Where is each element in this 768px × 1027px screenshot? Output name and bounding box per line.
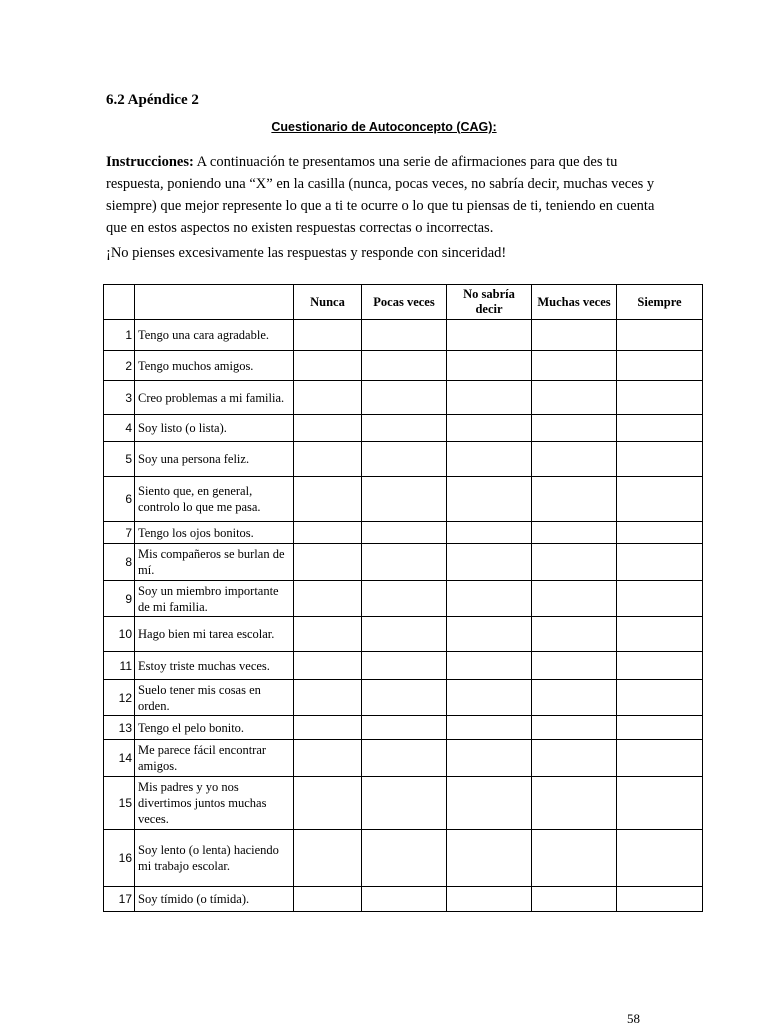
answer-checkbox-cell[interactable] (447, 442, 532, 477)
header-statement-cell (135, 285, 294, 320)
table-row (104, 581, 703, 617)
answer-checkbox-cell[interactable] (294, 830, 362, 887)
item-statement: Suelo tener mis cosas en orden. (135, 680, 294, 716)
answer-checkbox-cell[interactable] (617, 740, 703, 777)
answer-checkbox-cell[interactable] (294, 522, 362, 544)
questionnaire-table (103, 284, 703, 912)
answer-checkbox-cell[interactable] (447, 544, 532, 581)
answer-checkbox-cell[interactable] (447, 617, 532, 652)
answer-checkbox-cell[interactable] (294, 544, 362, 581)
column-header: No sabría decir (447, 285, 532, 320)
table-row (104, 777, 703, 830)
answer-checkbox-cell[interactable] (617, 830, 703, 887)
answer-checkbox-cell[interactable] (617, 477, 703, 522)
table-row (104, 381, 703, 415)
answer-checkbox-cell[interactable] (362, 544, 447, 581)
answer-checkbox-cell[interactable] (532, 477, 617, 522)
answer-checkbox-cell[interactable] (617, 617, 703, 652)
answer-checkbox-cell[interactable] (617, 652, 703, 680)
answer-checkbox-cell[interactable] (617, 320, 703, 351)
column-header: Muchas veces (532, 285, 617, 320)
item-statement: Tengo los ojos bonitos. (135, 522, 294, 544)
table-header-row (104, 285, 703, 320)
questionnaire-title: Cuestionario de Autoconcepto (CAG): (271, 120, 497, 134)
answer-checkbox-cell[interactable] (362, 652, 447, 680)
column-header: Nunca (294, 285, 362, 320)
answer-checkbox-cell[interactable] (447, 777, 532, 830)
answer-checkbox-cell[interactable] (447, 581, 532, 617)
table-row (104, 522, 703, 544)
item-number: 4 (104, 415, 135, 442)
item-number: 9 (104, 581, 135, 617)
table-row (104, 887, 703, 912)
item-statement: Mis padres y yo nos divertimos juntos muchas veces. (135, 777, 294, 830)
answer-checkbox-cell[interactable] (294, 617, 362, 652)
answer-checkbox-cell[interactable] (617, 522, 703, 544)
answer-checkbox-cell[interactable] (532, 522, 617, 544)
answer-checkbox-cell[interactable] (532, 442, 617, 477)
answer-checkbox-cell[interactable] (617, 442, 703, 477)
answer-checkbox-cell[interactable] (617, 381, 703, 415)
answer-checkbox-cell[interactable] (532, 320, 617, 351)
answer-checkbox-cell[interactable] (362, 415, 447, 442)
item-statement: Mis compañeros se burlan de mí. (135, 544, 294, 581)
item-number: 5 (104, 442, 135, 477)
answer-checkbox-cell[interactable] (447, 740, 532, 777)
answer-checkbox-cell[interactable] (447, 477, 532, 522)
table-row (104, 680, 703, 716)
answer-checkbox-cell[interactable] (532, 740, 617, 777)
item-number: 7 (104, 522, 135, 544)
answer-checkbox-cell[interactable] (447, 887, 532, 912)
item-statement: Siento que, en general, controlo lo que me pasa. (135, 477, 294, 522)
answer-checkbox-cell[interactable] (294, 652, 362, 680)
item-statement: Tengo muchos amigos. (135, 351, 294, 381)
item-statement: Soy una persona feliz. (135, 442, 294, 477)
answer-checkbox-cell[interactable] (617, 415, 703, 442)
answer-checkbox-cell[interactable] (294, 887, 362, 912)
table-row (104, 442, 703, 477)
answer-checkbox-cell[interactable] (447, 415, 532, 442)
answer-checkbox-cell[interactable] (532, 887, 617, 912)
answer-checkbox-cell[interactable] (362, 716, 447, 740)
answer-checkbox-cell[interactable] (532, 652, 617, 680)
table-row (104, 544, 703, 581)
table-row (104, 652, 703, 680)
answer-checkbox-cell[interactable] (362, 442, 447, 477)
item-statement: Tengo una cara agradable. (135, 320, 294, 351)
table-row (104, 617, 703, 652)
answer-checkbox-cell[interactable] (294, 415, 362, 442)
answer-checkbox-cell[interactable] (362, 381, 447, 415)
table-row (104, 477, 703, 522)
answer-checkbox-cell[interactable] (532, 716, 617, 740)
answer-checkbox-cell[interactable] (617, 581, 703, 617)
answer-checkbox-cell[interactable] (617, 777, 703, 830)
answer-checkbox-cell[interactable] (447, 381, 532, 415)
item-number: 6 (104, 477, 135, 522)
item-number: 8 (104, 544, 135, 581)
item-number: 2 (104, 351, 135, 381)
answer-checkbox-cell[interactable] (617, 544, 703, 581)
column-header: Pocas veces (362, 285, 447, 320)
answer-checkbox-cell[interactable] (294, 716, 362, 740)
answer-checkbox-cell[interactable] (532, 351, 617, 381)
answer-checkbox-cell[interactable] (362, 830, 447, 887)
table-row (104, 320, 703, 351)
section-heading: 6.2 Apéndice 2 (106, 92, 199, 108)
answer-checkbox-cell[interactable] (362, 477, 447, 522)
item-statement: Creo problemas a mi familia. (135, 381, 294, 415)
answer-checkbox-cell[interactable] (532, 415, 617, 442)
column-header: Siempre (617, 285, 703, 320)
answer-checkbox-cell[interactable] (294, 680, 362, 716)
encouragement-text: ¡No pienses excesivamente las respuestas y responde con sinceridad! (106, 245, 507, 261)
answer-checkbox-cell[interactable] (447, 652, 532, 680)
item-number: 1 (104, 320, 135, 351)
answer-checkbox-cell[interactable] (617, 887, 703, 912)
table-row (104, 830, 703, 887)
answer-checkbox-cell[interactable] (447, 680, 532, 716)
instructions-paragraph (106, 151, 666, 239)
item-number: 13 (104, 716, 135, 740)
answer-checkbox-cell[interactable] (294, 381, 362, 415)
answer-checkbox-cell[interactable] (362, 617, 447, 652)
item-statement: Me parece fácil encontrar amigos. (135, 740, 294, 777)
answer-checkbox-cell[interactable] (617, 680, 703, 716)
answer-checkbox-cell[interactable] (532, 544, 617, 581)
instructions-label: Instrucciones: (106, 154, 194, 170)
page-number: 58 (627, 1011, 640, 1026)
answer-checkbox-cell[interactable] (362, 680, 447, 716)
answer-checkbox-cell[interactable] (532, 680, 617, 716)
answer-checkbox-cell[interactable] (447, 830, 532, 887)
answer-checkbox-cell[interactable] (532, 617, 617, 652)
answer-checkbox-cell[interactable] (294, 777, 362, 830)
item-number: 12 (104, 680, 135, 716)
item-number: 11 (104, 652, 135, 680)
answer-checkbox-cell[interactable] (362, 887, 447, 912)
answer-checkbox-cell[interactable] (617, 716, 703, 740)
item-number: 17 (104, 887, 135, 912)
answer-checkbox-cell[interactable] (362, 581, 447, 617)
answer-checkbox-cell[interactable] (362, 777, 447, 830)
item-number: 14 (104, 740, 135, 777)
item-number: 10 (104, 617, 135, 652)
item-statement: Soy lento (o lenta) haciendo mi trabajo escolar. (135, 830, 294, 887)
answer-checkbox-cell[interactable] (532, 830, 617, 887)
answer-checkbox-cell[interactable] (294, 351, 362, 381)
header-number-cell (104, 285, 135, 320)
answer-checkbox-cell[interactable] (294, 442, 362, 477)
answer-checkbox-cell[interactable] (362, 351, 447, 381)
answer-checkbox-cell[interactable] (447, 351, 532, 381)
answer-checkbox-cell[interactable] (362, 320, 447, 351)
item-statement: Soy tímido (o tímida). (135, 887, 294, 912)
instructions-text: A continuación te presentamos una serie de afirmaciones para que des tu respuesta, poniendo una “X” en la casilla (nunca, pocas veces, no sabría decir, muchas veces y siempre) que mejor represente lo que a ti te ocurre o lo que tu piensas de ti, teniendo en cuenta que en estos aspectos no existen respuestas correctas o incorrectas. (106, 154, 655, 236)
item-statement: Hago bien mi tarea escolar. (135, 617, 294, 652)
table-row (104, 716, 703, 740)
answer-checkbox-cell[interactable] (447, 522, 532, 544)
answer-checkbox-cell[interactable] (532, 381, 617, 415)
table-row (104, 351, 703, 381)
answer-checkbox-cell[interactable] (617, 351, 703, 381)
answer-checkbox-cell[interactable] (532, 777, 617, 830)
answer-checkbox-cell[interactable] (362, 522, 447, 544)
item-statement: Soy un miembro importante de mi familia. (135, 581, 294, 617)
item-number: 16 (104, 830, 135, 887)
answer-checkbox-cell[interactable] (294, 320, 362, 351)
answer-checkbox-cell[interactable] (294, 477, 362, 522)
table-row (104, 415, 703, 442)
item-statement: Tengo el pelo bonito. (135, 716, 294, 740)
answer-checkbox-cell[interactable] (294, 740, 362, 777)
item-statement: Estoy triste muchas veces. (135, 652, 294, 680)
item-number: 15 (104, 777, 135, 830)
table-row (104, 740, 703, 777)
item-statement: Soy listo (o lista). (135, 415, 294, 442)
answer-checkbox-cell[interactable] (294, 581, 362, 617)
answer-checkbox-cell[interactable] (532, 581, 617, 617)
item-number: 3 (104, 381, 135, 415)
answer-checkbox-cell[interactable] (362, 740, 447, 777)
answer-checkbox-cell[interactable] (447, 320, 532, 351)
answer-checkbox-cell[interactable] (447, 716, 532, 740)
